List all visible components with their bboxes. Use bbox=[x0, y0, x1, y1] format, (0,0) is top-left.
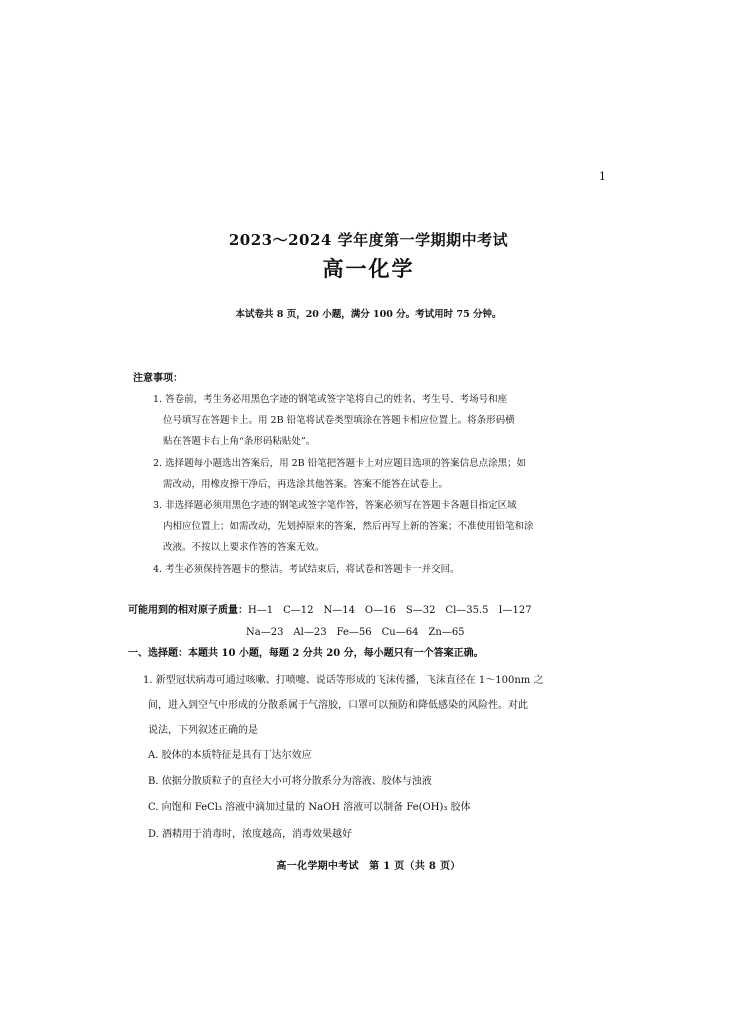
page-footer: 高一化学期中考试 第 1 页（共 8 页） bbox=[276, 861, 461, 872]
option-a: A. 胶体的本质特征是具有丁达尔效应 bbox=[148, 750, 312, 761]
atomic-mass-values: H—1 C—12 N—14 O—16 S—32 Cl—35.5 I—127 bbox=[248, 605, 532, 616]
notice-line: 1. 答卷前，考生务必用黑色字迹的钢笔或签字笔将自己的姓名、考生号、考场号和座 bbox=[153, 394, 508, 405]
notice-line: 内相应位置上；如需改动，先划掉原来的答案，然后再写上新的答案；不准使用铅笔和涂 bbox=[163, 521, 534, 532]
section-heading: 一、选择题：本题共 10 小题，每题 2 分共 20 分，每小题只有一个答案正确。 bbox=[128, 648, 484, 659]
atomic-mass-row-1 bbox=[128, 601, 532, 616]
question-line: 间，进入到空气中形成的分散系属于气溶胶，口罩可以预防和降低感染的风险性。对此 bbox=[148, 700, 528, 711]
notice-line: 改液。不按以上要求作答的答案无效。 bbox=[163, 542, 325, 553]
option-b: B. 依据分散质粒子的直径大小可将分散系分为溶液、胶体与浊液 bbox=[148, 776, 432, 787]
atomic-mass-label: 可能用到的相对原子质量： bbox=[128, 605, 248, 616]
question-line: 1. 新型冠状病毒可通过咳嗽、打喷嚏、说话等形成的飞沫传播，飞沫直径在 1～100nm 之 bbox=[143, 675, 544, 686]
notice-line: 需改动，用橡皮擦干净后，再选涂其他答案。答案不能答在试卷上。 bbox=[163, 479, 449, 490]
subject-title: 高一化学 bbox=[322, 256, 415, 281]
atomic-mass-row-2: Na—23 Al—23 Fe—56 Cu—64 Zn—65 bbox=[246, 627, 465, 638]
notice-line: 4. 考生必须保持答题卡的整洁。考试结束后，将试卷和答题卡一并交回。 bbox=[153, 564, 460, 575]
page-corner-mark: 1 bbox=[599, 170, 606, 183]
question-line: 说法，下列叙述正确的是 bbox=[148, 725, 258, 736]
exam-title: 2023～2024 学年度第一学期期中考试 bbox=[228, 231, 509, 249]
notice-line: 3. 非选择题必须用黑色字迹的钢笔或签字笔作答，答案必须写在答题卡各题目指定区域 bbox=[153, 500, 517, 511]
option-d: D. 酒精用于消毒时，浓度越高，消毒效果越好 bbox=[148, 829, 353, 840]
option-c: C. 向饱和 FeCl₃ 溶液中滴加过量的 NaOH 溶液可以制备 Fe(OH)₃ 胶体 bbox=[148, 802, 471, 813]
notice-line: 贴在答题卡右上角“条形码粘贴处”。 bbox=[163, 436, 316, 447]
notice-heading: 注意事项： bbox=[133, 373, 183, 384]
notice-line: 2. 选择题每小题选出答案后，用 2B 铅笔把答题卡上对应题目选项的答案信息点涂黑；如 bbox=[153, 458, 527, 469]
exam-intro: 本试卷共 8 页，20 小题，满分 100 分。考试用时 75 分钟。 bbox=[235, 309, 502, 320]
notice-line: 位号填写在答题卡上。用 2B 铅笔将试卷类型填涂在答题卡相应位置上。将条形码横 bbox=[163, 415, 515, 426]
